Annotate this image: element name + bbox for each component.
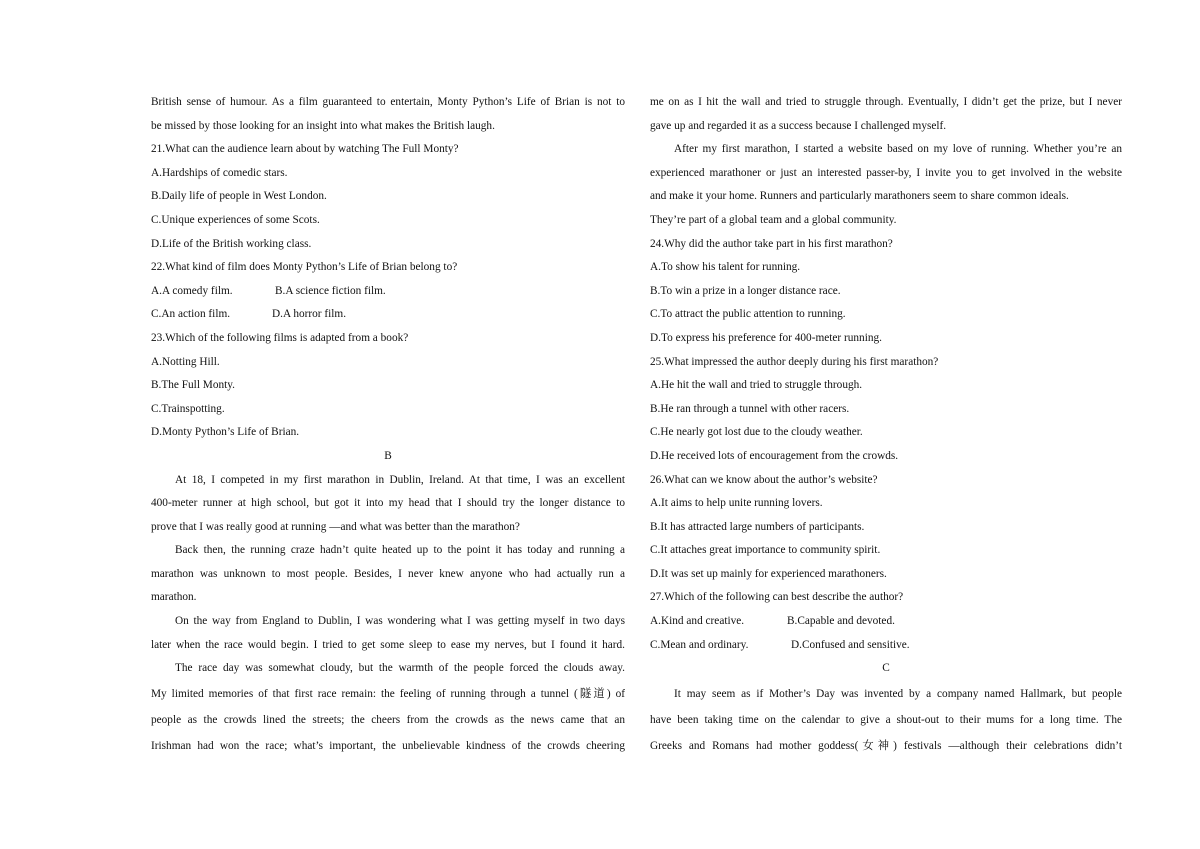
passage-line: Greeks and Romans had mother goddess(女神) festivals —although their celebrations didn’t [650,739,1122,752]
option-line: A.Notting Hill. [151,355,220,368]
option-line: D.Life of the British working class. [151,237,312,250]
option-line: D.It was set up mainly for experienced marathoners. [650,567,887,580]
option-line: D.To express his preference for 400-meter running. [650,331,882,344]
option-line: C.Trainspotting. [151,402,225,415]
question-24: 24.Why did the author take part in his first marathon? [650,237,893,250]
option-b: B.A science fiction film. [275,284,386,297]
option-row [650,634,1122,658]
section-heading-c: C [882,662,890,675]
text-line: British sense of humour. As a film guaranteed to entertain, Monty Python’s Life of Brian is not to [151,96,625,108]
option-a: A.A comedy film. [151,284,233,297]
option-line: C.He nearly got lost due to the cloudy weather. [650,426,863,439]
question-22: 22.What kind of film does Monty Python’s Life of Brian belong to? [151,261,458,274]
option-d: D.A horror film. [272,308,347,321]
option-c: C.Mean and ordinary. [650,638,749,651]
passage-line: people as the crowds lined the streets; the cheers from the crowds as the news came that an [151,713,625,726]
passage-line: me on as I hit the wall and tried to struggle through. Eventually, I didn’t get the prize, but I never [650,96,1122,108]
left-column [151,91,625,759]
passage-line: experienced marathoner or just an interested passer-by, I invite you to get involved in the website [650,166,1122,179]
section-heading-b: B [384,449,392,462]
option-line: C.To attract the public attention to running. [650,308,846,321]
option-d: D.Confused and sensitive. [791,638,910,651]
option-line: C.It attaches great importance to community spirit. [650,544,881,557]
passage-line: On the way from England to Dublin, I was wondering what I was getting myself in two days [175,615,625,628]
passage-line: prove that I was really good at running —and what was better than the marathon? [151,520,520,533]
option-line: B.To win a prize in a longer distance race. [650,284,841,297]
option-row [151,280,625,304]
option-line: A.He hit the wall and tried to struggle through. [650,379,863,392]
passage-line: and make it your home. Runners and particularly marathoners seem to share common ideals. [650,190,1069,203]
option-line: D.Monty Python’s Life of Brian. [151,426,300,439]
question-25: 25.What impressed the author deeply during his first marathon? [650,355,939,368]
option-row [650,610,1122,634]
passage-line: marathon. [151,591,197,604]
option-row [151,303,625,327]
option-c: C.An action film. [151,308,231,321]
passage-line: The race day was somewhat cloudy, but the warmth of the people forced the clouds away. [175,662,625,675]
option-b: B.Capable and devoted. [787,615,895,628]
passage-line: marathon was unknown to most people. Besides, I never knew anyone who had actually run a [151,567,625,580]
passage-line: It may seem as if Mother’s Day was invented by a company named Hallmark, but people [674,687,1122,700]
question-21: 21.What can the audience learn about by watching The Full Monty? [151,143,459,156]
option-line: A.To show his talent for running. [650,261,801,274]
option-line: B.Daily life of people in West London. [151,190,327,203]
passage-line: gave up and regarded it as a success because I challenged myself. [650,119,947,132]
option-line: B.It has attracted large numbers of participants. [650,520,865,533]
option-line: B.The Full Monty. [151,379,235,392]
question-23: 23.Which of the following films is adapted from a book? [151,331,409,344]
right-column [650,91,1122,759]
passage-line: 400-meter runner at high school, but got it into my head that I should try the longer distance to [151,497,625,510]
passage-line: Irishman had won the race; what’s important, the unbelievable kindness of the crowds cheering [151,739,625,752]
option-line: A.It aims to help unite running lovers. [650,497,823,510]
option-line: A.Hardships of comedic stars. [151,166,288,179]
option-a: A.Kind and creative. [650,615,745,628]
passage-line: later when the race would begin. I tried to get some sleep to ease my nerves, but I found it hard. [151,638,625,651]
passage-line: After my first marathon, I started a website based on my love of running. Whether you’re an [674,143,1122,156]
question-26: 26.What can we know about the author’s website? [650,473,878,486]
question-27: 27.Which of the following can best describe the author? [650,591,904,604]
passage-line: At 18, I competed in my first marathon in Dublin, Ireland. At that time, I was an excellent [175,473,625,486]
option-line: B.He ran through a tunnel with other racers. [650,402,850,415]
passage-line: have been taking time on the calendar to give a shout-out to their mums for a long time. The [650,713,1122,726]
passage-line: They’re part of a global team and a global community. [650,213,897,226]
passage-line: My limited memories of that first race remain: the feeling of running through a tunnel (隧道) of [151,687,625,700]
text-line: be missed by those looking for an insight into what makes the British laugh. [151,119,495,132]
option-line: C.Unique experiences of some Scots. [151,213,320,226]
option-line: D.He received lots of encouragement from the crowds. [650,449,899,462]
passage-line: Back then, the running craze hadn’t quite heated up to the point it has today and running a [175,544,625,557]
